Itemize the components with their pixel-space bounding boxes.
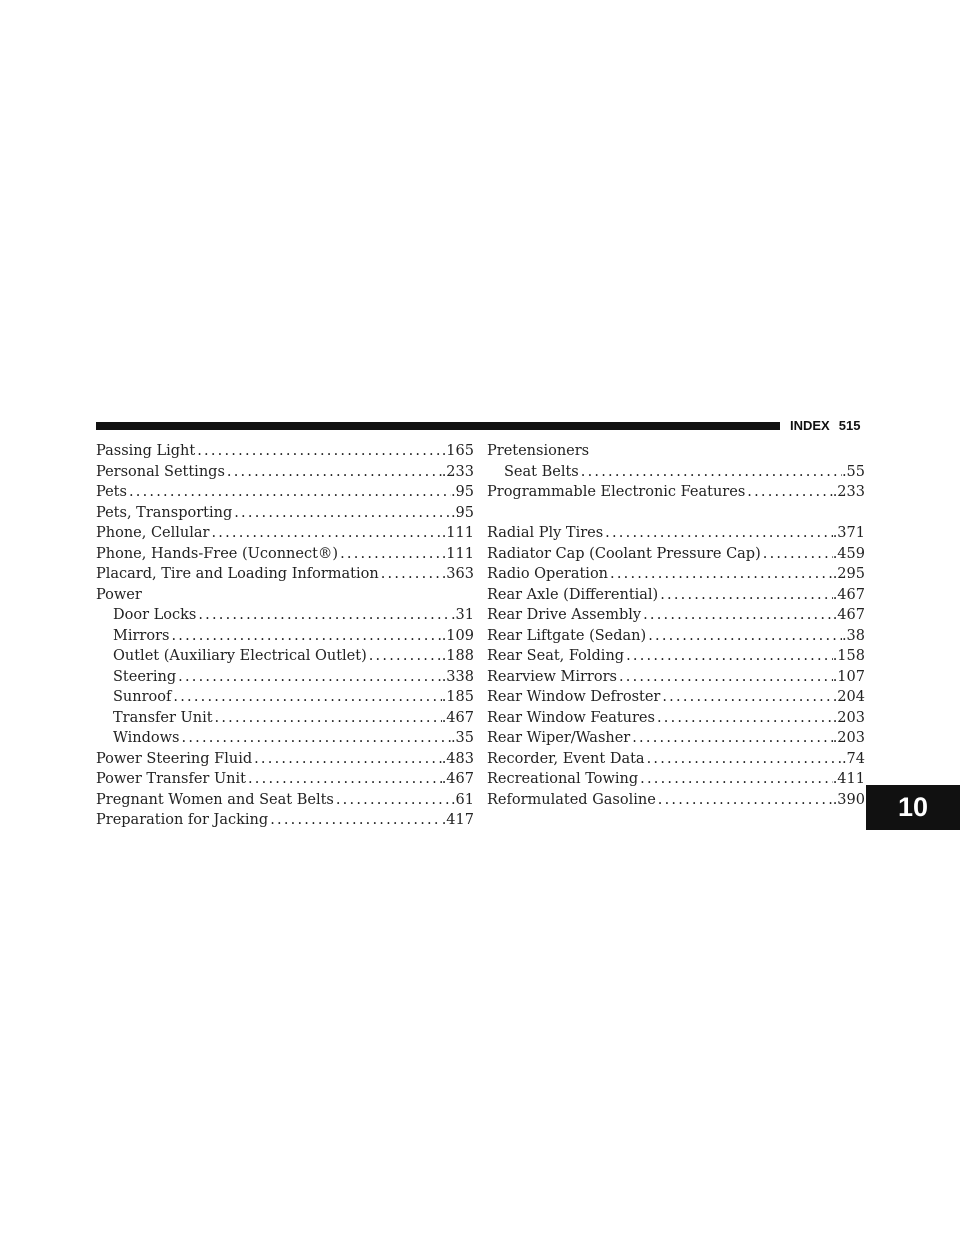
leader-dots [379,564,442,585]
index-entry [487,626,865,647]
entry-page: .31 [450,607,474,623]
entry-term: Rear Seat, Folding [487,648,625,664]
index-entry [487,667,865,688]
entry-term: Rear Liftgate (Sedan) [487,627,647,644]
entry-page: .483 [441,750,474,767]
leader-dots [176,667,442,688]
entry-term: Pretensioners [487,443,590,459]
entry-term: Pets, Transporting [96,504,233,521]
entry-term: Rear Wiper/Washer [487,730,631,746]
index-entry [96,810,474,831]
index-entry [96,482,474,503]
entry-term: Seat Belts [504,463,579,480]
entry-term: Power Transfer Unit [96,771,246,787]
entry-page: .338 [441,668,474,685]
leader-dots [656,790,833,811]
leader-dots [225,462,442,483]
leader-dots [579,462,842,483]
entry-page: .61 [450,791,474,808]
entry-term: Rear Window Defroster [487,689,661,705]
index-subentry [96,708,474,729]
leader-dots [246,769,442,790]
entry-page: .233 [441,463,474,480]
entry-term: Mirrors [113,627,170,644]
entry-page: .233 [832,484,865,500]
entry-page: .111 [441,545,474,562]
entry-page: .188 [441,648,474,664]
entry-page: .165 [441,443,474,459]
entry-term: Pregnant Women and Seat Belts [96,791,334,808]
entry-page: .459 [832,545,865,562]
entry-term: Personal Settings [96,463,225,480]
leader-dots [268,810,442,831]
index-entry [96,790,474,811]
index-subentry [96,687,474,708]
leader-dots [180,728,451,749]
leader-dots [608,564,833,585]
entry-page: .363 [441,566,474,582]
index-entry [96,441,474,462]
entry-page: .95 [450,484,474,500]
entry-term: Rear Axle (Differential) [487,586,659,603]
index-subentry [96,667,474,688]
leader-dots [252,749,442,770]
entry-term: Radial Ply Tires [487,525,604,541]
leader-dots [209,523,441,544]
entry-page: .38 [841,627,865,644]
entry-term: Phone, Hands-Free (Uconnect®) [96,545,339,562]
leader-dots [745,482,832,503]
index-entry [487,564,865,585]
entry-term: Radio Operation [487,566,609,582]
entry-term: Outlet (Auxiliary Electrical Outlet) [113,648,367,664]
leader-dots [334,790,451,811]
entry-term: Recorder, Event Data [487,750,645,767]
index-entry [487,769,865,790]
leader-dots [127,482,451,503]
index-entry [96,769,474,790]
entry-page: .467 [441,771,474,787]
header-label: INDEX [790,418,830,433]
entry-page: .158 [832,648,865,664]
leader-dots [630,728,832,749]
leader-dots [603,523,833,544]
leader-dots [213,708,442,729]
leader-dots [196,605,451,626]
index-entry [487,728,865,749]
leader-dots [367,646,442,667]
entry-page: .95 [450,504,474,521]
index-entry [96,564,474,585]
leader-dots [638,769,833,790]
entry-term: Radiator Cap (Coolant Pressure Cap) [487,545,761,562]
index-entry [487,646,865,667]
index-entry [487,585,865,606]
leader-dots [641,605,833,626]
entry-page: .35 [450,730,474,746]
index-heading [487,441,865,462]
index-entry [487,523,865,544]
index-entry [96,523,474,544]
entry-page: .417 [441,812,474,828]
entry-page: .467 [441,709,474,726]
index-subentry [96,626,474,647]
leader-dots [169,626,441,647]
entry-page: .204 [832,689,865,705]
entry-page: .203 [832,709,865,726]
index-heading [96,585,474,606]
header-rule [96,422,780,430]
entry-page: .109 [441,627,474,644]
entry-term: Rear Window Features [487,709,655,726]
entry-page: .371 [832,525,865,541]
leader-dots [761,544,833,565]
entry-page: .467 [832,607,865,623]
entry-page: .295 [832,566,865,582]
index-subentry [96,728,474,749]
index-subentry [96,605,474,626]
index-entry [96,544,474,565]
index-entry [487,605,865,626]
leader-dots [655,708,833,729]
entry-term: Rearview Mirrors [487,668,617,685]
leader-dots [646,626,842,647]
entry-term: Door Locks [113,607,197,623]
leader-dots [624,646,833,667]
entry-term: Programmable Electronic Features [487,484,746,500]
entry-page: .467 [832,586,865,603]
entry-term: Placard, Tire and Loading Information [96,566,379,582]
entry-page: .55 [841,463,865,480]
leader-dots [617,667,833,688]
entry-term: Passing Light [96,443,196,459]
entry-term: Phone, Cellular [96,525,210,541]
header-page-number: 515 [838,418,861,433]
index-column-right [487,441,865,810]
index-entry [96,503,474,524]
entry-term: Pets [96,484,127,500]
index-entry [487,482,865,503]
leader-dots [232,503,451,524]
entry-term: Power Steering Fluid [96,750,253,767]
chapter-tab: 10 [866,785,960,830]
leader-dots [645,749,842,770]
entry-term: Preparation for Jacking [96,812,269,828]
leader-dots [660,687,832,708]
leader-dots [195,441,441,462]
index-column-left [96,441,474,831]
entry-term: Rear Drive Assembly [487,607,642,623]
entry-page: .411 [832,771,865,787]
entry-page: .107 [832,668,865,685]
entry-page: .390 [832,791,865,808]
leader-dots [171,687,441,708]
leader-dots [658,585,832,606]
entry-term: Recreational Towing [487,771,639,787]
entry-page: .185 [441,689,474,705]
index-entry [96,749,474,770]
index-entry [487,708,865,729]
index-entry [487,790,865,811]
index-entry [96,462,474,483]
running-header [790,418,870,436]
entry-term: Power [96,586,142,603]
entry-term: Steering [113,668,177,685]
index-entry [487,687,865,708]
entry-page: .203 [832,730,865,746]
index-entry [487,544,865,565]
entry-page: .74 [841,750,865,767]
entry-term: Reformulated Gasoline [487,791,656,808]
index-subentry [487,462,865,483]
leader-dots [338,544,442,565]
entry-term: Windows [113,730,180,746]
index-entry [487,749,865,770]
entry-page: .111 [441,525,474,541]
entry-term: Sunroof [113,689,172,705]
entry-term: Transfer Unit [113,709,213,726]
index-subentry [96,646,474,667]
